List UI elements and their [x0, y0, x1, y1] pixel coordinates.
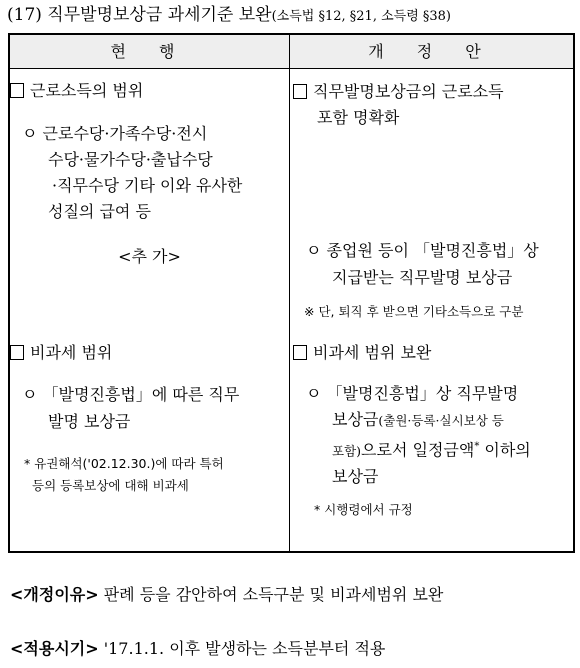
comparison-table	[8, 33, 575, 553]
current-sec1-heading: 근로소득의 범위	[10, 79, 143, 103]
reason-label: <개정이유>	[10, 585, 99, 604]
revised-sec2-heading: 비과세 범위 보완	[293, 341, 431, 365]
checkbox-icon	[293, 345, 307, 360]
column-divider	[289, 35, 290, 551]
effective-label: <적용시기>	[10, 639, 99, 658]
header-revised: 개 정 안	[368, 42, 495, 61]
reason-line	[10, 582, 443, 605]
current-add-placeholder: <추 가>	[118, 247, 181, 266]
current-sec1-item: ㅇ 근로수당·가족수당·전시 수당·물가수당·출납수당 ·직무수당 기타 이와 유사한 성질의 급여 등	[22, 124, 243, 221]
title-main: (17) 직무발명보상금 과세기준 보완	[7, 5, 272, 25]
current-sec2-heading: 비과세 범위	[10, 341, 112, 365]
current-sec2-note: * 유권해석('02.12.30.)에 따라 특허 등의 등록보상에 대해 비과세	[24, 456, 224, 493]
section-title	[7, 4, 575, 28]
table-header-row	[10, 35, 573, 69]
effective-text: '17.1.1. 이후 발생하는 소득분부터 적용	[98, 639, 386, 658]
revised-sec1-heading: 직무발명보상금의 근로소득 포함 명확화	[293, 79, 573, 131]
revised-sec2-item: ㅇ 「발명진흥법」상 직무발명 보상금(출원·등록·실시보상 등 포함)으로서 일정금액* 이하의 보상금	[306, 384, 531, 487]
revised-sec1-item: ㅇ 종업원 등이 「발명진흥법」상 지급받는 직무발명 보상금	[306, 241, 539, 287]
checkbox-icon	[293, 84, 307, 99]
checkbox-icon	[10, 345, 24, 360]
reason-text: 판례 등을 감안하여 소득구분 및 비과세범위 보완	[98, 585, 444, 604]
revised-sec2-note: * 시행령에서 규정	[314, 502, 413, 517]
effective-line	[10, 636, 385, 659]
revised-sec1-note: ※ 단, 퇴직 후 받으면 기타소득으로 구분	[304, 304, 524, 319]
title-cite: (소득법 §12, §21, 소득령 §38)	[271, 9, 452, 24]
header-current: 현 행	[110, 42, 189, 61]
current-sec2-item: ㅇ 「발명진흥법」에 따른 직무 발명 보상금	[22, 385, 240, 431]
checkbox-icon	[10, 83, 24, 98]
